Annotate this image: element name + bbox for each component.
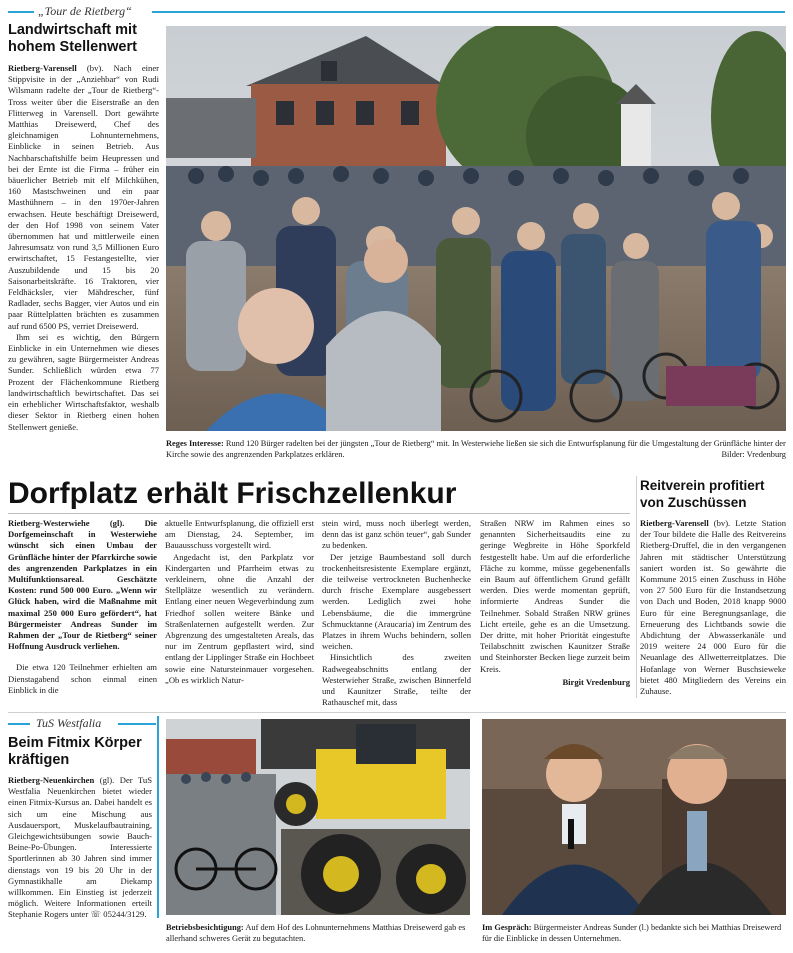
rubric-rule	[152, 11, 785, 13]
conversation-photo-illustration	[482, 719, 786, 915]
story2-col4	[480, 518, 630, 688]
story2-headline: Dorfplatz erhält Frischzellenkur	[8, 477, 457, 510]
story2-paragraph: Angedacht ist, den Parkplatz vor Kindergarten und Pfarrheim etwas zu verkleinern, ohne die Anzahl der Stellplätze wesentlich zu verändern. Entlang einer neuen Wegeverbindung zum Friedhof sollen weitere Bänke und Straßenlaternen aufgestellt werden. Zur Abgrenzung des umgestalteten Areals, das nur im Zentrum gepflastert wird, sind entlang der Lipplinger Straße ein Hochbeet sowie eine Natursteinmauer vorgesehen. „Ob es wirklich Natur-	[165, 551, 314, 685]
story1-paragraph: Ihm sei es wichtig, den Bürgern Einblicke in ein Unternehmen wie dieses zu gewähren, sagte Bürgermeister Andreas Sunder. Schließlich würden etwa 77 Prozent der Flächenkommune Rietberg landwirtschaftlich bewirtschaftet. Das sei ein erheblicher Wirtschaftsfaktor, weshalb dieser Sektor in Rietberg einen hohen Stellenwert genieße.	[8, 331, 159, 432]
story2-paragraph: stein wird, muss noch überlegt werden, denn das ist ganz schön teuer“, gab Sunder zu bedenken.	[322, 518, 471, 551]
story4-rubric: TuS Westfalia	[36, 716, 102, 730]
story4-paragraph: Rietberg-Neuenkirchen (gl). Der TuS Westfalia Neuenkirchen bietet wieder einen Fitmix-Kursus an. Dabei handelt es sich um eine Mischung aus Ausdauersport, Muskelaufbautraining, Gleichgewichtsübungen sowie Bauch-Beine-Po-Übungen. Interessierte Sportlerinnen ab 30 Jahren sind immer dienstags von 19 bis 20 Uhr in der Gymnastikhalle am Diekamp willkommen. Ein Einstieg ist jederzeit möglich. Weitere Informationen erteilt Stephanie Rogers unter ☏ 05244/3129.	[8, 775, 152, 920]
crowd-photo-illustration	[166, 26, 786, 431]
story2-paragraph: Straßen NRW im Rahmen eines so genannten Sicherheitsaudits eine zu geringe Wegbreite in Höhe Sporkfeld festgestellt habe. Um auf die erforderliche Fläche zu komme, müsse gegebenenfalls ein Baum auf öffentlichem Grund gefällt werden. Dies werde momentan geprüft, informierte Andreas Sunder die Teilnehmer. Sobald Straßen NRW grünes Licht erteile, gehe es an die Umsetzung. Der dritte, mit hoher Priorität eingestufte Teilabschnitt zwischen Kaunitzer Straße und Steinhorster Becken liege zurzeit beim Kreis.	[480, 518, 630, 674]
story2-col2	[165, 518, 314, 686]
photo-conversation	[482, 719, 786, 915]
story2-col3	[322, 518, 471, 708]
bottom-divider	[8, 712, 786, 713]
headline-divider	[8, 513, 630, 514]
phone-icon: ☏	[90, 909, 102, 920]
photo-conversation-caption: Im Gespräch: Bürgermeister Andreas Sunder (l.) bedankte sich bei Matthias Dreisewerd für die Einblicke in dessen Unternehmen.	[482, 923, 782, 943]
machinery-photo-illustration	[166, 719, 470, 915]
main-photo-caption: Reges Interesse: Rund 120 Bürger radelten bei der jüngsten „Tour de Rietberg“ mit. In Westerwiehe ließen sie sich die Entwurfsplanung für die Umgestaltung der Grünfläche hinter der Kirche sowie des angrenzenden Parkplatzes erklären.	[166, 439, 786, 459]
story2-paragraph: Die etwa 120 Teilnehmer erhielten am Dienstagabend schon einmal einen Einblick in die	[8, 662, 157, 695]
story4-phone: 05244/3129.	[103, 909, 147, 920]
story1-paragraph: Rietberg-Varensell (bv). Nach einer Stippvisite in der „Anziehbar“ von Rudi Wilsmann radelte der „Tour de Rietberg“-Tross weiter über die Eiserstraße an den Flitterweg in Varensell. Dort gewährte Matthias Dreisewerd, Chef des gleichnamigen Lohnunternehmens, Einblicke in seinen Betrieb. Aus Nachbarschaftshilfe beim Heupressen und bei der Ernte ist die Firma – früher ein bäuerlicher Betrieb mit elf Milchkühen, 160 Mastschweinen und ein paar Masthühnern – in den 1970er-Jahren erwachsen. Heute beschäftigt Dreisewerd, der den Hof 1998 von seinem Vater übernommen hat und mittlerweile einen Jahresumsatz von rund 3,5 Millionen Euro erwirtschaftet, 15 Festangestellte, vier Auszubildende und 15 bis 20 Saisonarbeitskräfte. 16 Traktoren, vier Feldhäcksler, vier Mähdrescher, fünf Radlader, sechs Bagger, vier Autos und ein paar Rüttelplatten brächten es zusammen auf rund 6500 PS, verriet Dreisewerd.	[8, 63, 159, 331]
story4-side-rule	[157, 716, 159, 918]
section-rubric: „Tour de Rietberg“	[38, 4, 132, 18]
story4-headline: Beim Fitmix Körper kräftigen	[8, 735, 142, 768]
story2-lead: Rietberg-Westerwiehe (gl). Die Dorfgemeinschaft in Westerwiehe wünscht sich einen Umbau der Grünfläche hinter der Pfarrkirche sowie des angrenzenden Parkplatzes in ein Multifunktionsareal. Geschätzte Kosten: rund 500 000 Euro. „Wenn wir Glück haben, wird die Maßnahme mit maximal 250 000 Euro gefördert“, hat Bürgermeister Andreas Sunder im Rahmen der „Tour de Rietberg“ seiner Hoffnung Ausdruck verliehen.	[8, 518, 157, 652]
story4-rubric-rule-left	[8, 723, 30, 725]
photo-machinery-caption: Betriebsbesichtigung: Auf dem Hof des Lohnunternehmens Matthias Dreisewerd gab es allerhand schweres Gerät zu begutachten.	[166, 923, 466, 943]
story2-paragraph: Der jetzige Baumbestand soll durch trockenheitsresistente Exemplare ergänzt, die teilweise vertrockneten Buchenhecke durch frische Exemplare ausgebessert werden. Lediglich zwei hohe Lebensbäume, die die immergrüne Schmucktanne (Araucaria) im Zentrum des Platzes in ihrem Wuchs behindern, sollen weichen.	[322, 551, 471, 652]
story3-paragraph: Rietberg-Varensell (bv). Letzte Station der Tour bildete die Halle des Reitvereins Rietberg-Druffel, die in den vergangenen Jahren mit städtischer Unterstützung saniert worden ist. So gewährte die Kommune 2015 einen Zuschuss in Höhe von 27 500 Euro für die Instandsetzung von Dach und Boden, 2018 knapp 9000 Euro für eine Beregnungsanlage, die Erneuerung des Lichtbands sowie die Abdichtung der Abwasserkanäle und 2019 weitere 24 000 Euro für die Neuanlage des Allwetterreitplatzes. Die Hofanlage von Werner Buschsieweke bietet 480 Mitgliedern des Vereins ein Zuhause.	[640, 518, 786, 697]
story1-headline: Landwirtschaft mit hohem Stellenwert	[8, 22, 137, 55]
main-photo-crowd	[166, 26, 786, 431]
story4-rubric-rule-right	[118, 723, 156, 725]
column-divider	[636, 476, 637, 698]
photo-machinery	[166, 719, 470, 915]
story3-headline: Reitverein profitiert von Zuschüssen	[640, 478, 765, 510]
story2-paragraph: aktuelle Entwurfsplanung, die offiziell erst am Dienstag, 24. September, im Bauausschuss vorgestellt wird.	[165, 518, 314, 551]
story2-paragraph: Hinsichtlich des zweiten Radwegeabschnitts entlang der Westerwieher Straße, zwischen Binnerfeld und Kaunitzer Straße, teilte der Rathauschef mit, dass	[322, 652, 471, 708]
story3-body	[640, 518, 786, 697]
story2-signature: Birgit Vredenburg	[562, 676, 630, 687]
story2-col1	[8, 518, 157, 696]
story4-body	[8, 775, 152, 921]
photo-credit: Bilder: Vredenburg	[721, 450, 786, 459]
story1-body	[8, 63, 159, 433]
rubric-rule-left	[8, 11, 34, 13]
